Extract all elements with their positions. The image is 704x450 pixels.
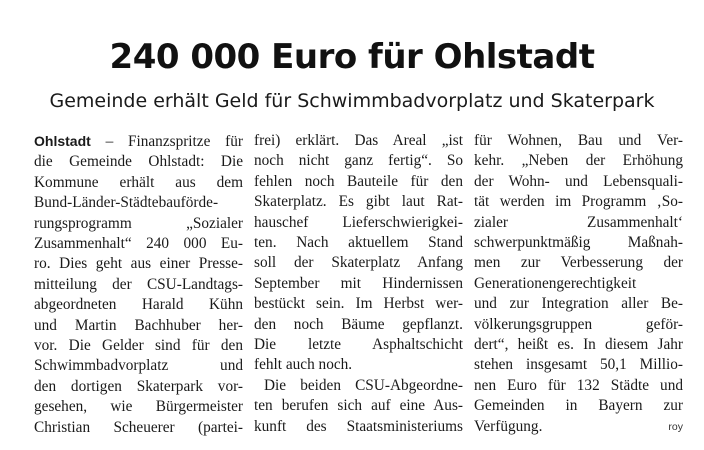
article-column-1	[34, 131, 243, 438]
body-line: Kommune erhält aus dem	[34, 173, 243, 191]
body-line: den noch Bäume gepflanzt.	[254, 315, 463, 333]
body-line: Die beiden CSU-Abgeordne-	[264, 376, 463, 394]
body-line: kunft des Staatsministeriums	[254, 417, 463, 435]
body-line: dert“, heißt es. In diesem Jahr	[474, 336, 683, 354]
body-line: schwerpunktmäßig Maßnah-	[474, 234, 683, 252]
body-line: ten berufen sich auf eine Aus-	[254, 397, 463, 415]
body-line: Christian Scheuerer (partei-	[34, 418, 243, 436]
body-line: frei) erklärt. Das Areal „ist	[254, 132, 463, 149]
body-line: men zur Verbesserung der	[474, 254, 683, 272]
body-line: und Martin Bachhuber her-	[34, 316, 243, 334]
body-line: und zur Integration aller Be-	[474, 295, 683, 313]
body-line: Bund-Länder-Städtebauförde-	[34, 194, 219, 212]
body-line: rungsprogramm „Sozialer	[34, 214, 243, 232]
body-line: nen Euro für 132 Städte und	[474, 376, 683, 394]
body-line: die Gemeinde Ohlstadt: Die	[34, 153, 243, 171]
body-line: September mit Hindernissen	[254, 274, 463, 292]
body-line: der Wohn- und Lebensquali-	[474, 172, 683, 190]
body-line: Schwimmbadvorplatz und	[34, 357, 243, 375]
article-column-3	[474, 131, 683, 437]
body-line: gesehen, wie Bürgermeister	[34, 398, 243, 416]
body-line: für Wohnen, Bau und Ver-	[474, 132, 683, 149]
body-line: stehen insgesamt 50,1 Millio-	[474, 356, 683, 374]
body-line: bestückt sein. Im Herbst wer-	[254, 295, 463, 313]
body-line: ro. Dies geht aus einer Presse-	[34, 255, 243, 273]
body-line: ten. Nach aktuellem Stand	[254, 234, 463, 252]
body-line: Skaterplatz. Es gibt laut Rat-	[254, 193, 463, 211]
dateline: Ohlstadt	[34, 133, 91, 149]
body-line: tät werden im Programm ‚So-	[474, 193, 683, 211]
body-line: Ohlstadt – Finanzspritze für	[34, 133, 243, 150]
body-line: den dortigen Skaterpark vor-	[34, 377, 243, 395]
body-line: kehr. „Neben der Erhöhung	[474, 152, 683, 170]
article-subheadline: Gemeinde erhält Geld für Schwimmbadvorplatz und Skaterpark	[49, 90, 655, 112]
body-line: Die letzte Asphaltschicht	[254, 336, 463, 354]
body-line: fehlen noch Bauteile für den	[254, 172, 463, 190]
body-line: abgeordneten Harald Kühn	[34, 296, 243, 314]
body-line: Gemeinden in Bayern zur	[474, 397, 683, 415]
body-line: Zusammenhalt“ 240 000 Eu-	[34, 235, 243, 253]
article-column-2	[254, 131, 463, 437]
author-initials: roy	[668, 421, 683, 434]
body-line: völkerungsgruppen geför-	[474, 315, 683, 333]
body-line: Generationengerechtigkeit	[474, 274, 637, 292]
body-line: mitteilung der CSU-Landtags-	[34, 275, 243, 293]
body-line: noch nicht ganz fertig“. So	[254, 152, 463, 170]
body-line: soll der Skaterplatz Anfang	[254, 254, 463, 272]
body-line: Verfügung. roy	[474, 417, 683, 437]
article-headline: 240 000 Euro für Ohlstadt	[109, 37, 595, 77]
body-line: fehlt auch noch.	[254, 356, 353, 374]
body-line: zialer Zusammenhalt‘	[474, 213, 683, 231]
body-line: hauschef Lieferschwierigkei-	[254, 213, 463, 231]
body-line: vor. Die Gelder sind für den	[34, 337, 243, 355]
